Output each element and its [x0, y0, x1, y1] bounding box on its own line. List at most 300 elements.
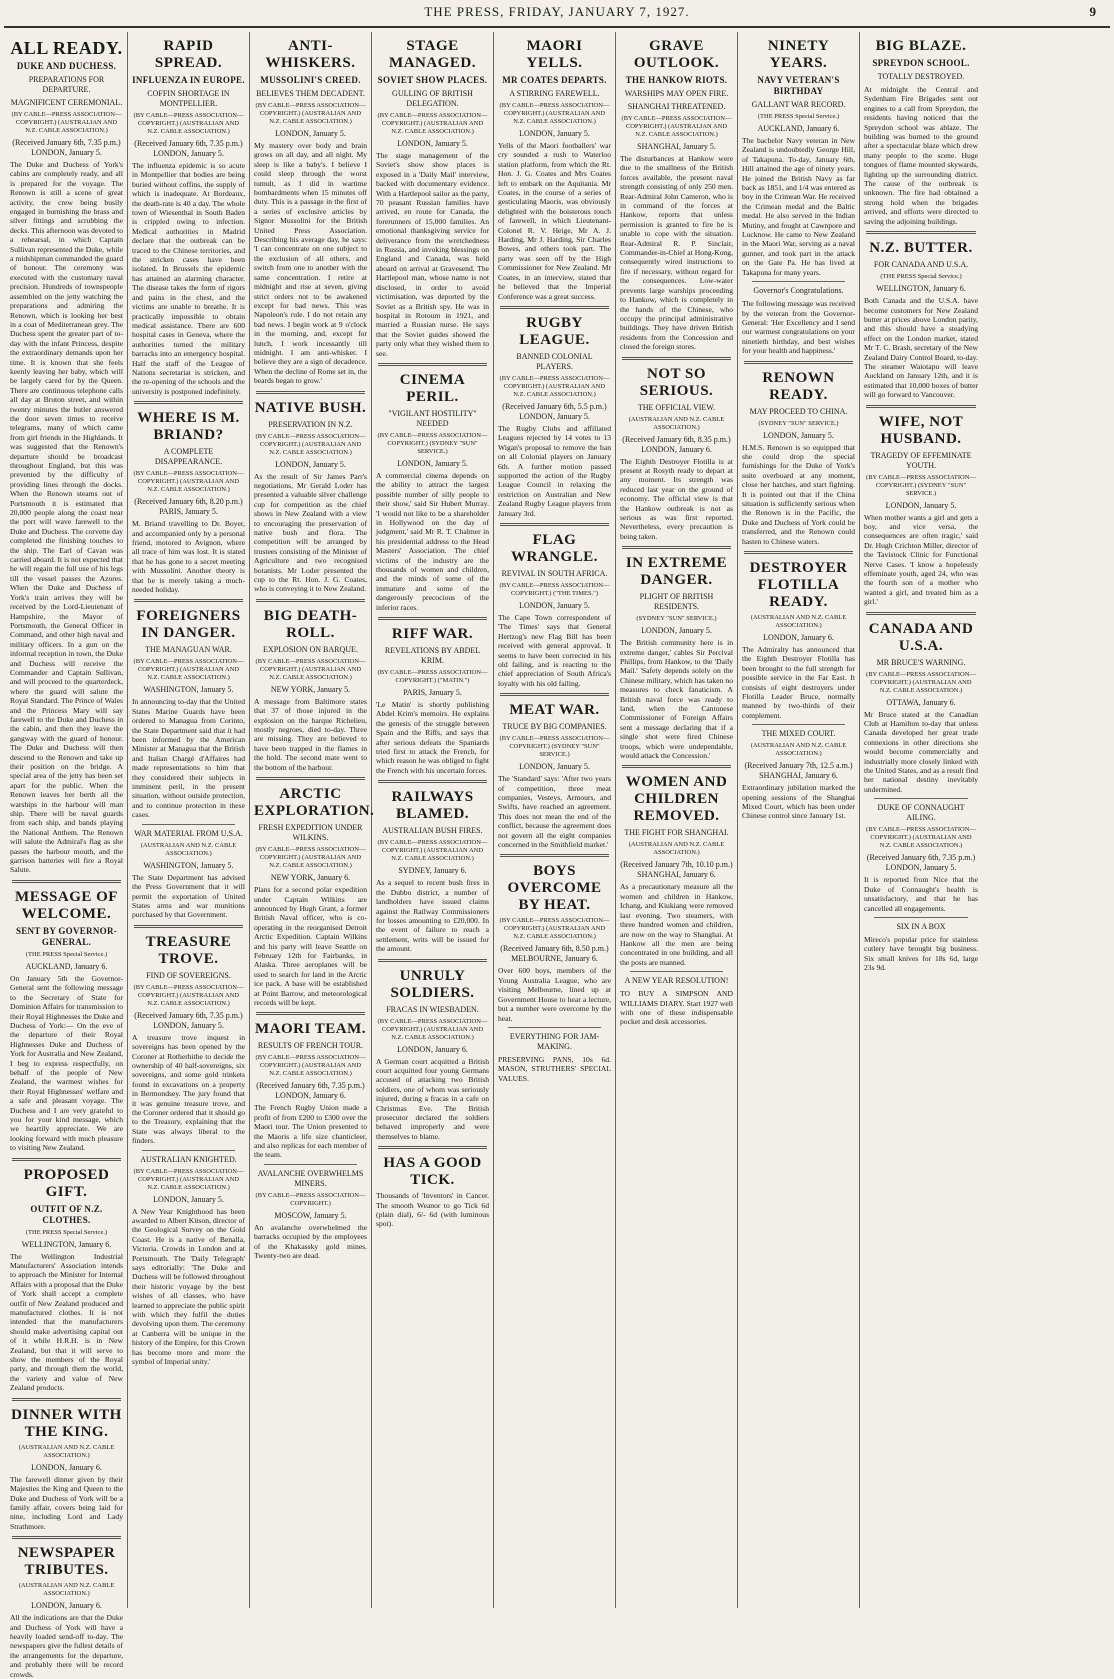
columns-container [6, 32, 1106, 1679]
article-deck: GALLANT WAR RECORD. [751, 100, 846, 109]
article-dateline: (Received January 6th, 7.35 p.m.) LONDON, January 5. [866, 853, 976, 873]
story-divider [500, 693, 609, 696]
article [10, 889, 123, 1153]
article-headline: HAS A GOOD TICK. [383, 1155, 482, 1189]
article-body: Thousands of 'Inventors' in Cancer. The smooth Weanor to go Tick 6d (plain dial), 6/- 6d (with luminous spot). [376, 1191, 489, 1229]
article-body: The French Rugby Union made a profit of from £200 to £300 over the Maori tour. The Union presented to the Maoris a life size chanticleer, and also replicas for each member of the team. [254, 1103, 367, 1160]
column-4 [372, 32, 494, 1608]
article-credit: (AUSTRALIAN AND N.Z. CABLE ASSOCIATION.) [750, 742, 847, 758]
article-deck: BANNED COLONIAL PLAYERS. [516, 351, 593, 371]
article-deck: DUKE OF CONNAUGHT AILING. [877, 803, 965, 823]
article-deck: FOR CANADA AND U.S.A. [873, 260, 969, 270]
article [10, 38, 123, 875]
article-body: As a sequel to recent bush fires in the Dubbo district, a number of landholders have issued claims against the Railway Commissioners for losses amounting to £20,000. In the event of failure to reach a settlement, writs will be issued for the amount. [376, 878, 489, 954]
article-deck: THE MANAGUAN WAR. [145, 645, 232, 655]
article [864, 803, 978, 913]
article-credit: (SYDNEY "SUN" SERVICE.) [758, 419, 839, 427]
article-credit: (BY CABLE—PRESS ASSOCIATION—COPYRIGHT.) ("MATIN.") [377, 669, 488, 685]
article-dateline: LONDON, January 5. [885, 500, 957, 510]
article [254, 1169, 367, 1261]
story-divider [866, 612, 976, 615]
article-credit: (BY CABLE—PRESS ASSOCIATION—COPYRIGHT.) (AUSTRALIAN AND N.Z. CABLE ASSOCIATION.) [133, 658, 244, 682]
article-headline: UNRULY SOLDIERS. [390, 967, 475, 1001]
article-body: The Wellington Industrial Manufacturers' Association intends to approach the Minister for Internal Affairs with a proposal that the Duke of York shall accept a complete outfit of New Zealand produced and manufactured clothes. It is not intended that the manufacturers should make advertising capital out of it while H.R.H. is in New Zealand, but that it will serve to show the members of the Royal party, and through them the world, the variety and value of New Zealand products. [10, 1251, 123, 1393]
article-dateline: WASHINGTON, January 5. [143, 685, 234, 695]
article-headline: NEWSPAPER TRIBUTES. [17, 1545, 116, 1579]
article-body: The farewell dinner given by their Majesties the King and Queen to the Duke and Duchess of York will be a family affair, covers being laid for nine, including Lord and Lady Strathmore. [10, 1474, 123, 1531]
article-body: As a precautionary measure all the women and children in Hankow, Ichang, and Kiukiang were removed last evening. Two steamers, with three hundred women and children, are now on the way to Shanghai. At Hankow all the men are being concentrated in one building, and all the posts are manned. [620, 882, 733, 967]
article-deck: FRACAS IN WIESBADEN. [386, 1004, 479, 1014]
article [376, 372, 489, 612]
article-dateline: SHANGHAI, January 5. [637, 142, 716, 151]
article-subhead: NAVY VETERAN'S BIRTHDAY [757, 75, 840, 96]
article-credit: (AUSTRALIAN AND N.Z. CABLE ASSOCIATION.) [628, 415, 725, 431]
article-deck: A STIRRING FAREWELL. [509, 89, 600, 98]
article [742, 38, 855, 277]
article-deck: TRUCE BY BIG COMPANIES. [502, 722, 607, 732]
article [254, 1021, 367, 1159]
article-credit: (AUSTRALIAN AND N.Z. CABLE ASSOCIATION.) [18, 1582, 115, 1598]
story-divider [500, 523, 609, 526]
article-credit: (AUSTRALIAN AND N.Z. CABLE ASSOCIATION.) [750, 614, 847, 629]
article-body: As the result of Sir James Parr's negotiations, Mr Gerald Loder has presented a valuable silver challenge cup for competition as the chief shows in New Zealand with a view to encouraging the preservation of native bush and flora. The competition will be arranged by trustees consisting of the Minister of Agriculture and two recognised botanists. Mr Loder presented the cup to the Rt. Hon. J. G. Coates, who is conveying it to New Zealand. [254, 471, 367, 594]
article [620, 555, 733, 760]
article [376, 968, 489, 1142]
column-5 [494, 32, 616, 1608]
story-divider [744, 361, 853, 364]
article [376, 626, 489, 775]
article-subhead: SOVIET SHOW PLACES. [377, 75, 488, 85]
article-deck: FRESH EXPEDITION UNDER WILKINS. [258, 823, 363, 843]
article-headline: ANTI-WHISKERS. [265, 38, 356, 71]
article-deck: SHANGHAI THREATENED. [627, 102, 726, 111]
story-divider [142, 1150, 235, 1151]
article-credit: (BY CABLE—PRESS ASSOCIATION—COPYRIGHT.) (AUSTRALIAN AND N.Z. CABLE ASSOCIATION.) [377, 839, 488, 863]
article-dateline: PARIS, January 5. [403, 688, 462, 698]
article-credit: (THE PRESS Special Service.) [880, 273, 962, 281]
story-divider [378, 363, 487, 366]
article-body: 'Le Matin' is shortly publishing Abdel Krim's memoirs. He explains the genesis of the struggle between Spain and the Riffs, and says that after serious defeats the Spaniards tried first to attack the French, for which reason he was obliged to fight the French with his uncertain forces. [376, 700, 489, 775]
masthead-rule [4, 26, 1110, 28]
article-headline: TREASURE TROVE. [145, 933, 232, 967]
article-credit: (BY CABLE—PRESS ASSOCIATION—COPYRIGHT.) (AUSTRALIAN AND N.Z. CABLE ASSOCIATION.) [133, 470, 244, 494]
article-body: The stage management of the Soviet's show show places is exposed in a 'Daily Mail' interview, backed with documentary evidence. With a Hartlepool sailor as the party, 70 peasant Russian families have arrived, en route for Canada, the forerunners of 15,000 families. An emotional thanksgiving service for deliverance from the wretchedness in Russia, and invoking blessings on England and Canada, was held aboard on arrival at Gravesend. The Hartlepool man, whose name is not disclosed, in order to avoid victimisation, was deported by the Soviet as a British spy. He was in hospital in Rotoum in 1921, and married a Russian nurse. He says that the Soviet guides showed the party only what they wished them to see. [376, 151, 489, 358]
article-credit: (BY CABLE—PRESS ASSOCIATION—COPYRIGHT.) (SYDNEY "SUN" SERVICE.) [499, 735, 610, 759]
story-divider [378, 780, 487, 783]
article-deck: FIND OF SOVEREIGNS. [146, 970, 231, 980]
article-subhead: OUTFIT OF N.Z. CLOTHES. [30, 1203, 103, 1225]
article-body: A New Year Knighthood has been awarded to Albert Kitson, director of the Geological Survey on the Gold Coast. He is a native of Benalla, Victoria. Crowds in London and at Portsmouth. The 'Daily Telegraph' says editorially: 'The Duke and Duchess will be followed throughout their historic voyage by the best wishes of all classes, who have learned to appreciate the public spirit with which they fulfil the duties devolving upon them. The ceremony at Canberra will be unique in the history of the Empire, for this Crown has become more and more the symbol of Imperial unity.' [132, 1206, 245, 1367]
article-credit: (THE PRESS Special Service.) [25, 1228, 108, 1236]
article-headline: MAORI YELLS. [526, 38, 583, 71]
article-dateline: LONDON, January 6. [31, 1462, 102, 1472]
article-credit: (BY CABLE—PRESS ASSOCIATION—COPYRIGHT.) (AUSTRALIAN AND N.Z. CABLE ASSOCIATION.) [499, 374, 610, 398]
article-headline: DESTROYER FLOTILLA READY. [749, 560, 848, 610]
article-dateline: LONDON, January 5. [519, 129, 590, 138]
article-credit: (BY CABLE—PRESS ASSOCIATION—COPYRIGHT.) (SYDNEY "SUN" SERVICE.) [377, 431, 488, 455]
article-body: The following message was received by the veteran from the Governor-General: 'Her Excellency and I send our warmest congratulations on your ninetieth birthday, and best wishes for your health and happiness.' [742, 299, 855, 356]
article-headline: N.Z. BUTTER. [869, 240, 973, 257]
article-body: PRESERVING PANS, 10s 6d. MASON, STRUTHERS' SPECIAL VALUES. [498, 1054, 611, 1083]
article-headline: RENOWN READY. [762, 369, 835, 403]
article [620, 774, 733, 967]
article-credit: (BY CABLE—PRESS ASSOCIATION—COPYRIGHT.) [255, 1191, 366, 1207]
article-headline: RUGBY LEAGUE. [519, 314, 590, 348]
article-deck: Governor's Congratulations. [753, 286, 844, 296]
article-deck: COFFIN SHORTAGE IN MONTPELLIER. [147, 89, 230, 108]
article [864, 38, 978, 226]
column-2 [128, 32, 250, 1608]
story-divider [378, 617, 487, 620]
story-divider [12, 880, 121, 883]
article-dateline: (Received January 6th, 8.35 p.m.) LONDON, January 6. [622, 434, 731, 454]
article-body: Yells of the Maori footballers' war cry sounded a rush to Waterloo station platform, from which the Rt. Hon. J. G. Coates and Mrs Coates left to embark on the Aquitania. Mr Coates, in the course of a series of gesticulating Maoris, was obviously delighted with the boisterous touch of farewell, in which Lieutenant-Colonel R. V. Heige, Mr A. J. Harding, Mr J. Harding, Sir Charles Bowes, and others took part. The party was seen off by the High Commissioner for New Zealand. Mr Coates, in an interview, stated that he believed that the Imperial Conference was a great success. [498, 141, 611, 301]
article-body: Both Canada and the U.S.A. have become customers for New Zealand butter at prices above London parity, and this should have a steadying effect on the London market, stated Mr T. C. Brash, secretary of the New Zealand Dairy Control Board, to-day. The steamer Waiotapu will leave Auckland on January 12th, and it is estimated that 10,000 boxes of butter will go forward to Vancouver. [864, 296, 978, 400]
story-divider [622, 546, 731, 549]
article-body: The Eighth Destroyer Flotilla is at present at Rosyth ready to depart at any moment. Its strength was reduced last year on the ground of economy. The official view is that the Hankow outbreak is not as serious as was first reported. Nevertheless, every precaution is being taken. [620, 456, 733, 541]
article-dateline: (Received January 6th, 5.5 p.m.) LONDON, January 5. [502, 401, 607, 421]
article-subhead: THE HANKOW RIOTS. [625, 75, 728, 85]
article-body: The Cape Town correspondent of 'The Times' says that General Hertzog's new Flag Bill has been received with general approval. It seems to have been corrected in his old failing, and is reacting to the chief appreciation of South Africa's loyalty with his old failing. [498, 612, 611, 688]
article-body: The 'Standard' says: 'After two years of competition, three meat companies, Vesteys, Armours, and Swifts, have reached an agreement. This does not mean the end of the conflict, because the agreement does not govern all the eight companies concerned in the Smithfield market.' [498, 774, 611, 850]
article-dateline: WASHINGTON, January 5. [143, 860, 234, 870]
article-headline: FOREIGNERS IN DANGER. [136, 608, 241, 642]
story-divider [378, 1146, 487, 1149]
article-headline: STAGE MANAGED. [389, 38, 476, 71]
article-headline: DINNER WITH THE KING. [11, 1406, 122, 1440]
story-divider [866, 405, 976, 408]
article-body: TO BUY A SIMPSON AND WILLIAMS DIARY. Start 1927 well with one of these indispensable pocket and desk accessories. [620, 989, 733, 1027]
story-divider [752, 724, 845, 725]
story-divider [752, 281, 845, 282]
article-deck: WAR MATERIAL FROM U.S.A. [134, 828, 243, 838]
article-deck: WARSHIPS MAY OPEN FIRE. [624, 89, 729, 98]
article-body: Extraordinary jubilation marked the opening sessions of the Shanghai Mixed Court, which has been under Chinese control since January 1st. [742, 783, 855, 821]
story-divider [256, 1012, 365, 1015]
article-body: H.M.S. Renown is so equipped that she could drop the special furnishings for the Duke of York's suite overboard at any moment, close her hatches, and start fighting. It is pointed out that if the China situation is sufficiently serious when the Renown is in the Pacific, the Duke and Duchess of York could be transferred, and the Renown could hasten to Chinese waters. [742, 442, 855, 546]
article [864, 414, 978, 607]
article-deck: RESULTS OF FRENCH TOUR. [257, 1041, 364, 1051]
article-headline: MAORI TEAM. [254, 1021, 367, 1038]
article-body: It is reported from Nice that the Duke of Connaught's health is unsatisfactory, and that he has cancelled all engagements. [864, 875, 978, 913]
article-credit: (BY CABLE—PRESS ASSOCIATION—COPYRIGHT.) (AUSTRALIAN AND N.Z. CABLE ASSOCIATION.) [866, 670, 976, 694]
article-credit: (AUSTRALIAN AND N.Z. CABLE ASSOCIATION.) [18, 1443, 115, 1459]
article-dateline: AUCKLAND, January 6. [25, 961, 108, 971]
article-credit: (BY CABLE—PRESS ASSOCIATION—COPYRIGHT.) (AUSTRALIAN AND N.Z. CABLE ASSOCIATION.) [499, 102, 610, 125]
article-credit: (BY CABLE—PRESS ASSOCIATION—COPYRIGHT.) (AUSTRALIAN AND N.Z. CABLE ASSOCIATION.) [377, 112, 488, 135]
article-dateline: AUCKLAND, January 6. [757, 124, 840, 133]
article-dateline: LONDON, January 5. [397, 458, 468, 468]
article-deck: AUSTRALIAN KNIGHTED. [140, 1154, 237, 1164]
article-dateline: OTTAWA, January 6. [886, 697, 956, 707]
article-dateline: NEW YORK, January 6. [270, 873, 351, 883]
article-dateline: LONDON, January 6. [31, 1601, 102, 1611]
article-body: A message from Baltimore states that 37 of those injured in the explosion on the barque Richelieu, mostly negroes, died to-day. Three are missing. They are believed to have been trapped in the flames in the hold. The second mate went to the bottom of the harbour. [254, 696, 367, 772]
article [132, 829, 245, 920]
article [10, 1545, 123, 1679]
story-divider [744, 551, 853, 554]
article-deck: EXPLOSION ON BARQUE. [263, 644, 358, 654]
article-dateline: LONDON, January 5. [763, 430, 834, 440]
article-deck: A COMPLETE DISAPPEARANCE. [154, 447, 223, 467]
article-body: In announcing to-day that the United States Marine Guards have been ordered to Managua from Corinto, the State Department said that it had been informed by the American Minister at Managua that the British and Italian Chargé d'Affaires had made representations to him that they considered their subjects in imminent peril, in the present situation, without outside protection, and to continue protection in these cases. [132, 697, 245, 820]
article-dateline: LONDON, January 5. [641, 626, 712, 636]
article-dateline: (Received January 7th, 12.5 a.m.) SHANGHAI, January 6. [744, 761, 853, 781]
article-dateline: WELLINGTON, January 6. [876, 284, 966, 294]
article-deck: REVIVAL IN SOUTH AFRICA. [501, 568, 608, 578]
article-headline: RAILWAYS BLAMED. [391, 789, 474, 823]
story-divider [12, 1398, 121, 1401]
article-body: The influenza epidemic is so acute in Montpellier that bodies are being buried without coffins, the supply of which is inadequate. At Bordeaux, the death-rate is 40 a day. The whole town of Wiesenthal in South Baden is crippled owing to infection. Medical authorities in Madrid declare that the outbreak can be traced to the Chinese territories, and the stricken cases have been isolated. In Brussels the epidemic has attained an alarming character. The disease takes the form of rigors and pains in the chest, and the victims are unable to breathe. It is practically impossible to obtain medical assistance. There are 600 hospital cases in Geneva, where the authorities turned the military barracks into an emergency hospital. Half the staff of the League of Nations secretariat is stricken, and the re-opening of the schools and the university is postponed indefinitely. [132, 161, 245, 396]
story-divider [12, 1536, 121, 1539]
article [132, 608, 245, 819]
page-number: 9 [1089, 4, 1096, 19]
story-divider [378, 959, 487, 962]
article-deck: AVALANCHE OVERWHELMS MINERS. [257, 1168, 364, 1188]
article-subhead: INFLUENZA IN EUROPE. [132, 75, 245, 85]
article-subhead: DUKE AND DUCHESS. [16, 61, 117, 71]
article-deck: A NEW YEAR RESOLUTION! [624, 976, 729, 986]
article-deck: BELIEVES THEM DECADENT. [256, 89, 365, 98]
story-divider [500, 306, 609, 309]
article [254, 400, 367, 594]
article-subhead: MUSSOLINI'S CREED. [260, 75, 361, 85]
article-dateline: SYDNEY, January 6. [398, 866, 467, 876]
article-headline: WHERE IS M. BRIAND? [137, 410, 240, 444]
article-credit: (AUSTRALIAN AND N.Z. CABLE ASSOCIATION.) [628, 841, 725, 857]
article-deck: MAY PROCEED TO CHINA. [749, 406, 848, 416]
story-divider [874, 917, 968, 918]
story-divider [256, 391, 365, 394]
article-body: Plans for a second polar expedition under Captain Wilkins are announced by Hugh Grant, a former British Naval officer, who is co-operating in the reorganised Detroit Arctic Expedition. Captain Wilkins and his party will leave Seattle on February 12th for Fairbanks, in Alaska. Three aeroplanes will be used to search for land in the Arctic ice pack. A base will be established at Point Barrow, and meteorological records will be kept. [254, 885, 367, 1007]
article-body: The British community here is in extreme danger,' cables Sir Percival Phillips, from Hankow, to the 'Daily Mail.' 'Safety depends solely on the Chinese military, which has taken no measures to check fanaticism. A British naval force was ready to land, when the Cantonese Commissioner of Foreign Affairs sent a message declaring that if a single shot were fired Chinese troops, which were undependable, would attack the Concession.' [620, 638, 733, 761]
article-dateline: (Received January 6th, 7.35 p.m.) LONDON, January 5. [134, 1010, 243, 1030]
article-dateline: LONDON, January 5. [397, 139, 468, 148]
article [742, 286, 855, 355]
article-deck: THE MIXED COURT. [761, 729, 836, 739]
article-headline: CINEMA PERIL. [399, 371, 466, 405]
article-dateline: (Received January 6th, 8.50 p.m.) MELBOURNE, January 6. [500, 944, 609, 964]
article [864, 922, 978, 973]
column-8 [860, 32, 982, 1608]
article-body: On January 5th the Governor-General sent the following message to the Secretary of State for Dominion Affairs for transmission to their Royal Highnesses the Duke and Duchess of York:— On the eve of the departure of their Royal Highnesses Duke and Duchess of York for Australia and New Zealand, I beg to express respectfully, on behalf of the people of New Zealand, the warmest wishes for their Royal Highnesses' welfare and a safe and pleasant voyage. The Duchess and I are very grateful to you for your kind message, which we heartily appreciate. We are looking forward with much pleasure to visiting New Zealand. [10, 973, 123, 1153]
article-dateline: LONDON, January 6. [763, 633, 834, 642]
article [132, 38, 245, 396]
article-body: The Duke and Duchess of York's cabins are completely ready, and all is prepared for the voyage. The Renown is still a scene of great activity, the crew being busily engaged in burnishing the brass and silver fittings and scrubbing the decks. This afternoon was devoted to a rehearsal, in which Captain Sullivan represented the Duke, while a midshipman commanded the guard of honour. The ceremony was executed with the customary naval precision. Hundreds of townspeople assembled on the jetty watching the preparations and admiring the Renown, which is looking her best in a coat of Mediterranean grey. The Duchess spent the greater part of to-day with the infant Princess, despite the extraordinary demands upon her time. It is known that she feels keenly leaving her baby, which will be largely cared for by the Queen. There are continuous telephone calls all day at Bruton street, and within twenty minutes the butler answered the door seven times to receive telegrams, many of which came from girl friends in the Highlands. It was suggested that the Renown's departure should be broadcast throughout England, but this was prevented by the difficulty of providing lines through the docks. When the Renown steams out of Portsmouth it is estimated that 20,000 people along the coast near the port will wave farewell to the Duke and Duchess. The corvette day completed the finishing touches to the ship. The Earl of Cavan was carried aboard. It is not expected that he will regain the full use of his legs till the vessel passes the Azores. When the Duke and Duchess of York's train arrives they will be received by the Lord-Lieutenant of Hampshire, the Mayor of Portsmouth, the General Officer in Command, and other high naval and military officers. In a gun on the informal reception in town, the Duke and Duchess will receive the Commander and Captain Sullivan, and will proceed to the quarterdeck, where the guard will salute the Royal Standard. The Prince of Wales and the Princess Mary will say farewell to the Duke and Duchess in the cabin, and then they leave the gangway with the guard of honour. The Duke and Duchess will then descend to the Renown and take up their position on the bridge. A special area of the jetty has been set apart for the public. When the Renown leaves her berth all the warships in the harbour will man ship. There will be naval guards from each ship, and bands playing the National Anthem. The Renown will salute the Admiral's flag as she passes the harbour mouth, and the garrison batteries will fire a Royal Salute. [10, 160, 123, 875]
article [376, 38, 489, 358]
story-divider [500, 854, 609, 857]
article-headline: WOMEN AND CHILDREN REMOVED. [625, 774, 728, 825]
article-credit: (BY CABLE—PRESS ASSOCIATION—COPYRIGHT.) (AUSTRALIAN AND N.Z. CABLE ASSOCIATION.) [377, 1017, 488, 1041]
story-divider [12, 1158, 121, 1161]
article-dateline: LONDON, January 5. [275, 129, 346, 138]
article [498, 38, 611, 301]
article-subhead: MR COATES DEPARTS. [502, 75, 607, 85]
article-credit: (BY CABLE—PRESS ASSOCIATION—COPYRIGHT.) (SYDNEY "SUN" SERVICE.) [866, 473, 976, 497]
column-1 [6, 32, 128, 1679]
article-body: At midnight the Central and Sydenham Fire Brigades sent out engines to a call from Spreydon, the residents having noticed that the Spreydon school was ablaze. The building was burned to the ground after a spectacular blaze which drew many people to the scene. Huge tongues of flame mounted skywards, lighting up the surrounding district. The cause of the outbreak is unknown. The fire had obtained a strong hold when the brigades arrived, and efforts were directed to saving the adjoining buildings. [864, 85, 978, 226]
article-deck: "VIGILANT HOSTILITY" NEEDED [388, 408, 477, 428]
article-headline: ARCTIC EXPLORATION. [254, 786, 375, 820]
article-body: M. Briand travelling to Dr. Boyer, and accompanied only by a personal friend, motored to Avignon, where all trace of him was lost. It is stated that he has gone to a secret meeting with Mussolini. Another theory is that he is merely taking a much-needed holiday. [132, 519, 245, 594]
article [254, 786, 375, 1007]
article [498, 702, 611, 849]
article-headline: PROPOSED GIFT. [23, 1166, 110, 1200]
article-headline: CANADA AND U.S.A. [868, 620, 974, 654]
article-subhead: SPREYDON SCHOOL. [872, 58, 970, 68]
article-body: Mr Bruce stated at the Canadian Club at Hamilton to-day that unless Canada developed her great trade connexions in other directions she would become commercially and industrially more closely linked with the United States, and as a result find her national destiny inevitably undermined. [864, 709, 978, 794]
article-deck: SIX IN A BOX [896, 921, 946, 931]
article-headline: NOT SO SERIOUS. [639, 365, 714, 399]
article-credit: (THE PRESS Special Service.) [25, 950, 108, 958]
article-dateline: (Received January 6th, 8.20 p.m.) PARIS, January 5. [134, 497, 243, 517]
article-headline: NATIVE BUSH. [254, 399, 367, 416]
article-body: The disturbances at Hankow were due to the smallness of the British forces available, the present naval strength consisting of only 250 men. Rear-Admiral John Cameron, who is in command of the forces at Hankow, reports that unless permission is granted to fire he is unable to cope with the situation. Rear-Admiral R. P. Sinclair, Commander-in-Chief at Hong-Kong, consequently wired instructions to fire if necessary, without regard for the consequences. Low-water prevents large warships proceeding to Hankow, which is completely in the hands of the Chinese, who occupy the principal administrative buildings. They have driven British residents from the Concession and closed the foreign stores. [620, 154, 733, 352]
article-body: The bachelor Navy veteran in New Zealand is undoubtedly George Hill, of Takapuna. To-day, January 6th, Hill attained the age of ninety years. He joined the British Navy as far back as 1851, and 1/4 was entered as boy in the Crimean War. He received the Crimean medal and the Baltic medal. He also served in the Indian Mutiny, and fought at Cawnpore and Lucknow. He came to New Zealand in the Maori War, serving as a naval gunner, and took part in the attack on the Gate Pa. He has lived at Takapuna for many years. [742, 136, 855, 277]
article [498, 1032, 611, 1083]
article-credit: (BY CABLE—PRESS ASSOCIATION—COPYRIGHT.) (AUSTRALIAN AND N.Z. CABLE ASSOCIATION.) [255, 846, 366, 870]
article-credit: (BY CABLE—PRESS ASSOCIATION—COPYRIGHT.) (AUSTRALIAN AND N.Z. CABLE ASSOCIATION.) [621, 115, 732, 138]
article-dateline: MOSCOW, January 5. [274, 1210, 347, 1220]
article-body: Mireco's popular price for stainless cutlery have brought big business. Six small knives for 18s 6d, large 23s 9d. [864, 934, 978, 973]
article-dateline: (Received January 6th, 7.35 p.m.) LONDON, January 5. [12, 138, 121, 157]
article-deck: MAGNIFICENT CEREMONIAL. [10, 98, 123, 107]
article-headline: RAPID SPREAD. [154, 38, 223, 71]
article-deck: THE OFFICIAL VIEW. [637, 402, 716, 412]
article-body: Over 600 boys, members of the Young Australia League, who are visiting Melbourne, lined up at Government House to hear a lecture, but a number were overcome by the heat. [498, 966, 611, 1023]
story-divider [264, 1164, 357, 1165]
story-divider [630, 971, 723, 972]
article-body: The State Department has advised the Press Government that it will permit the exportation of United States arms and war munitions purchased by that Government. [132, 872, 245, 920]
article [620, 366, 733, 542]
article-dateline: LONDON, January 5. [153, 1194, 224, 1204]
article-dateline: LONDON, January 6. [397, 1044, 468, 1054]
story-divider [134, 401, 243, 404]
article-credit: (BY CABLE—PRESS ASSOCIATION—COPYRIGHT.) (AUSTRALIAN AND N.Z. CABLE ASSOCIATION.) [133, 983, 244, 1007]
article-dateline: LONDON, January 5. [519, 762, 590, 772]
article-dateline: LONDON, January 5. [275, 459, 346, 469]
article [132, 410, 245, 594]
article-body: An avalanche overwhelmed the barracks occupied by the employees of the Khakassky gold mines. Twenty-two are dead. [254, 1222, 367, 1261]
article-deck: EVERYTHING FOR JAM-MAKING. [509, 1031, 600, 1051]
article [10, 1407, 123, 1531]
article-credit: (BY CABLE—PRESS ASSOCIATION—COPYRIGHT.) (AUSTRALIAN AND N.Z. CABLE ASSOCIATION.) [255, 657, 366, 681]
article-headline: BIG BLAZE. [875, 38, 967, 54]
article-dateline: (Received January 6th, 7.35 p.m.) LONDON, January 5. [134, 139, 243, 158]
story-divider [874, 798, 968, 799]
story-divider [622, 765, 731, 768]
article-headline: BOYS OVERCOME BY HEAT. [507, 863, 602, 914]
column-7 [738, 32, 860, 1608]
article [498, 863, 611, 1022]
article [742, 370, 855, 546]
article-dateline: WELLINGTON, January 6. [21, 1239, 112, 1249]
article-body: When mother wants a girl and gets a boy, and vice versa, the consequences are often tragic,' said Dr. Hugh Crichton Miller, director of the Tavistock Clinic for Functional Nerve Cases. 'I know a hopelessly effeminate youth, aged 24, who was the fourth son of a mother who wanted a girl, and treated him as a girl.' [864, 512, 978, 607]
article-body: All the indications are that the Duke and Duchess of York will have a heavily loaded send-off to-day. The newspapers give the fullest details of the arrangements for the departure, and probably there will be record crowds. [10, 1613, 123, 1679]
article [620, 976, 733, 1027]
article-deck: PLIGHT OF BRITISH RESIDENTS. [639, 592, 714, 612]
article-headline: MEAT WAR. [509, 702, 600, 719]
article-deck: TRAGEDY OF EFFEMINATE YOUTH. [870, 450, 972, 470]
story-divider [508, 1027, 601, 1028]
article-body: My mastery over body and brain grows on all day, and all night. My sleep is like a baby's. I believe I could sleep through the worst tumult, as I did in wartime bombardments when 15 minutes off duty. This is a passage in the first of a series of exclusive articles by Signor Mussolini for the British United Press Association. Describing his average day, he says: 'I can concentrate on one subject to the exclusion of all others, and switch from one to another with the same concentration. I retire at midnight and rise at seven, giving strict orders not to be awakened except for bad news. This was Napoleon's rule. I do not retain any bad news. I begin work at 9 o'clock in the morning, and, except for lunch, I work incessantly till midnight. I am anti-whisker. I believe they are a sign of decadence. When the decline of Rome set in, the beards began to grow.' [254, 141, 367, 386]
article [254, 608, 367, 772]
article-credit: (THE PRESS Special Service.) [757, 113, 840, 120]
article-deck: GULLING OF BRITISH DELEGATION. [392, 89, 473, 108]
article-headline: IN EXTREME DANGER. [625, 555, 728, 589]
article-headline: WIFE, NOT HUSBAND. [878, 413, 964, 447]
article-credit: (BY CABLE—PRESS ASSOCIATION—COPYRIGHT.) (AUSTRALIAN AND N.Z. CABLE ASSOCIATION.) [133, 112, 244, 135]
article-credit: (BY CABLE—PRESS ASSOCIATION—COPYRIGHT.) (AUSTRALIAN AND N.Z. CABLE ASSOCIATION.) [11, 111, 122, 134]
article-credit: (BY CABLE—PRESS ASSOCIATION—COPYRIGHT.) (AUSTRALIAN AND N.Z. CABLE ASSOCIATION.) [499, 917, 610, 941]
article-body: The Rugby Clubs and affiliated Leagues rejected by 14 votes to 13 Wigan's proposal to remove the ban on all Colonial players on January 6th. A further motion passed supported the action of the Rugby League Council in relaxing the restriction on Australian and New Zealand Rugby League players from January 3rd. [498, 423, 611, 518]
article [742, 729, 855, 821]
article [376, 789, 489, 953]
article [864, 621, 978, 795]
article-headline: BIG DEATH-ROLL. [263, 607, 358, 641]
article [10, 1167, 123, 1393]
article-subhead: SENT BY GOVERNOR-GENERAL. [15, 925, 118, 947]
article-headline: RIFF WAR. [391, 626, 474, 643]
article-credit: (BY CABLE—PRESS ASSOCIATION—COPYRIGHT.) ("THE TIMES.") [499, 581, 610, 597]
story-divider [134, 599, 243, 602]
article [742, 560, 855, 720]
article-credit: (BY CABLE—PRESS ASSOCIATION—COPYRIGHT.) (AUSTRALIAN AND N.Z. CABLE ASSOCIATION.) [255, 432, 366, 456]
article [132, 1155, 245, 1367]
article-deck: TOTALLY DESTROYED. [877, 72, 965, 81]
article-credit: (BY CABLE—PRESS ASSOCIATION—COPYRIGHT.) (AUSTRALIAN AND N.Z. CABLE ASSOCIATION.) [255, 102, 366, 125]
article-headline: ALL READY. [10, 38, 123, 58]
article-headline: MESSAGE OF WELCOME. [15, 888, 118, 922]
article-credit: (BY CABLE—PRESS ASSOCIATION—COPYRIGHT.) (AUSTRALIAN AND N.Z. CABLE ASSOCIATION.) [866, 826, 976, 850]
article-headline: GRAVE OUTLOOK. [633, 38, 720, 71]
article-dateline: (Received January 6th, 7.35 p.m.) LONDON, January 6. [256, 1081, 365, 1101]
article-deck: AUSTRALIAN BUSH FIRES. [382, 826, 483, 836]
masthead: THE PRESS, FRIDAY, JANUARY 7, 1927. [424, 4, 690, 19]
story-divider [142, 824, 235, 825]
article-body: A German court acquitted a British court acquitted four young Germans accused of attacking two British soldiers, one of whom was seriously injured, during a fracas in a cafe on Christmas Eve. The British prosecutor declared the soldiers behaved improperly and were themselves to blame. [376, 1056, 489, 1141]
column-3 [250, 32, 375, 1608]
story-divider [866, 231, 976, 234]
article-body: A treasure trove inquest in sovereigns has been opened by the Coroner at Rotherhithe to decide the ownership of 40 half-sovereigns, six sovereigns, and some gold trinkets found in excavations on a property in Bermondsey. The jury found that it was genuine treasure trove, and the Coroner ordered that it should go to the Treasury, explaining that the State was always liberal to the finders. [132, 1032, 245, 1146]
article-credit: (BY CABLE—PRESS ASSOCIATION—COPYRIGHT.) (AUSTRALIAN AND N.Z. CABLE ASSOCIATION.) [255, 1054, 366, 1078]
article-dateline: LONDON, January 5. [519, 600, 590, 610]
article-deck: THE FIGHT FOR SHANGHAI. [624, 828, 729, 838]
story-divider [256, 777, 365, 780]
article-deck: PREPARATIONS FOR DEPARTURE. [28, 75, 105, 94]
article-dateline: (Received January 7th, 10.10 p.m.) SHANGHAI, January 6. [620, 860, 733, 880]
article [498, 532, 611, 688]
story-divider [622, 357, 731, 360]
article-credit: (BY CABLE—PRESS ASSOCIATION—COPYRIGHT.) (AUSTRALIAN AND N.Z. CABLE ASSOCIATION.) [133, 1167, 244, 1191]
article [254, 38, 367, 386]
article [376, 1155, 489, 1229]
article-headline: NINETY YEARS. [767, 38, 830, 71]
article-body: The Admiralty has announced that the Eighth Destroyer Flotilla has been brought to the full strength for possible service in the Far East. It consists of eight destroyers under Flotilla Leader Bruce, normally manned by two-thirds of their complement. [742, 645, 855, 720]
article-deck: PRESERVATION IN N.Z. [268, 419, 353, 429]
article [620, 38, 733, 352]
article [498, 315, 611, 518]
article-deck: REVELATIONS BY ABDEL KRIM. [384, 646, 481, 666]
article-body: A commercial cinema depends on the ability to attract the largest possible number of silly people to their show,' said Sir Hubert Murray. 'I would not like to be a shareholder in Hollywood on the day of judgment,' said Mr R. T. Chalmer in his presidential address to the Head Masters' Association. The chief victims of the industry are the thousands of women and children, and the minds of some of the immature and some of the dangerously precocious of the inferior races. [376, 470, 489, 612]
article-deck: MR BRUCE'S WARNING. [876, 657, 966, 667]
article-dateline: NEW YORK, January 5. [270, 684, 351, 694]
article-credit: (SYDNEY "SUN" SERVICE.) [636, 615, 717, 623]
article-headline: FLAG WRANGLE. [511, 531, 598, 565]
column-6 [616, 32, 738, 1608]
story-divider [256, 599, 365, 602]
story-divider [134, 925, 243, 928]
